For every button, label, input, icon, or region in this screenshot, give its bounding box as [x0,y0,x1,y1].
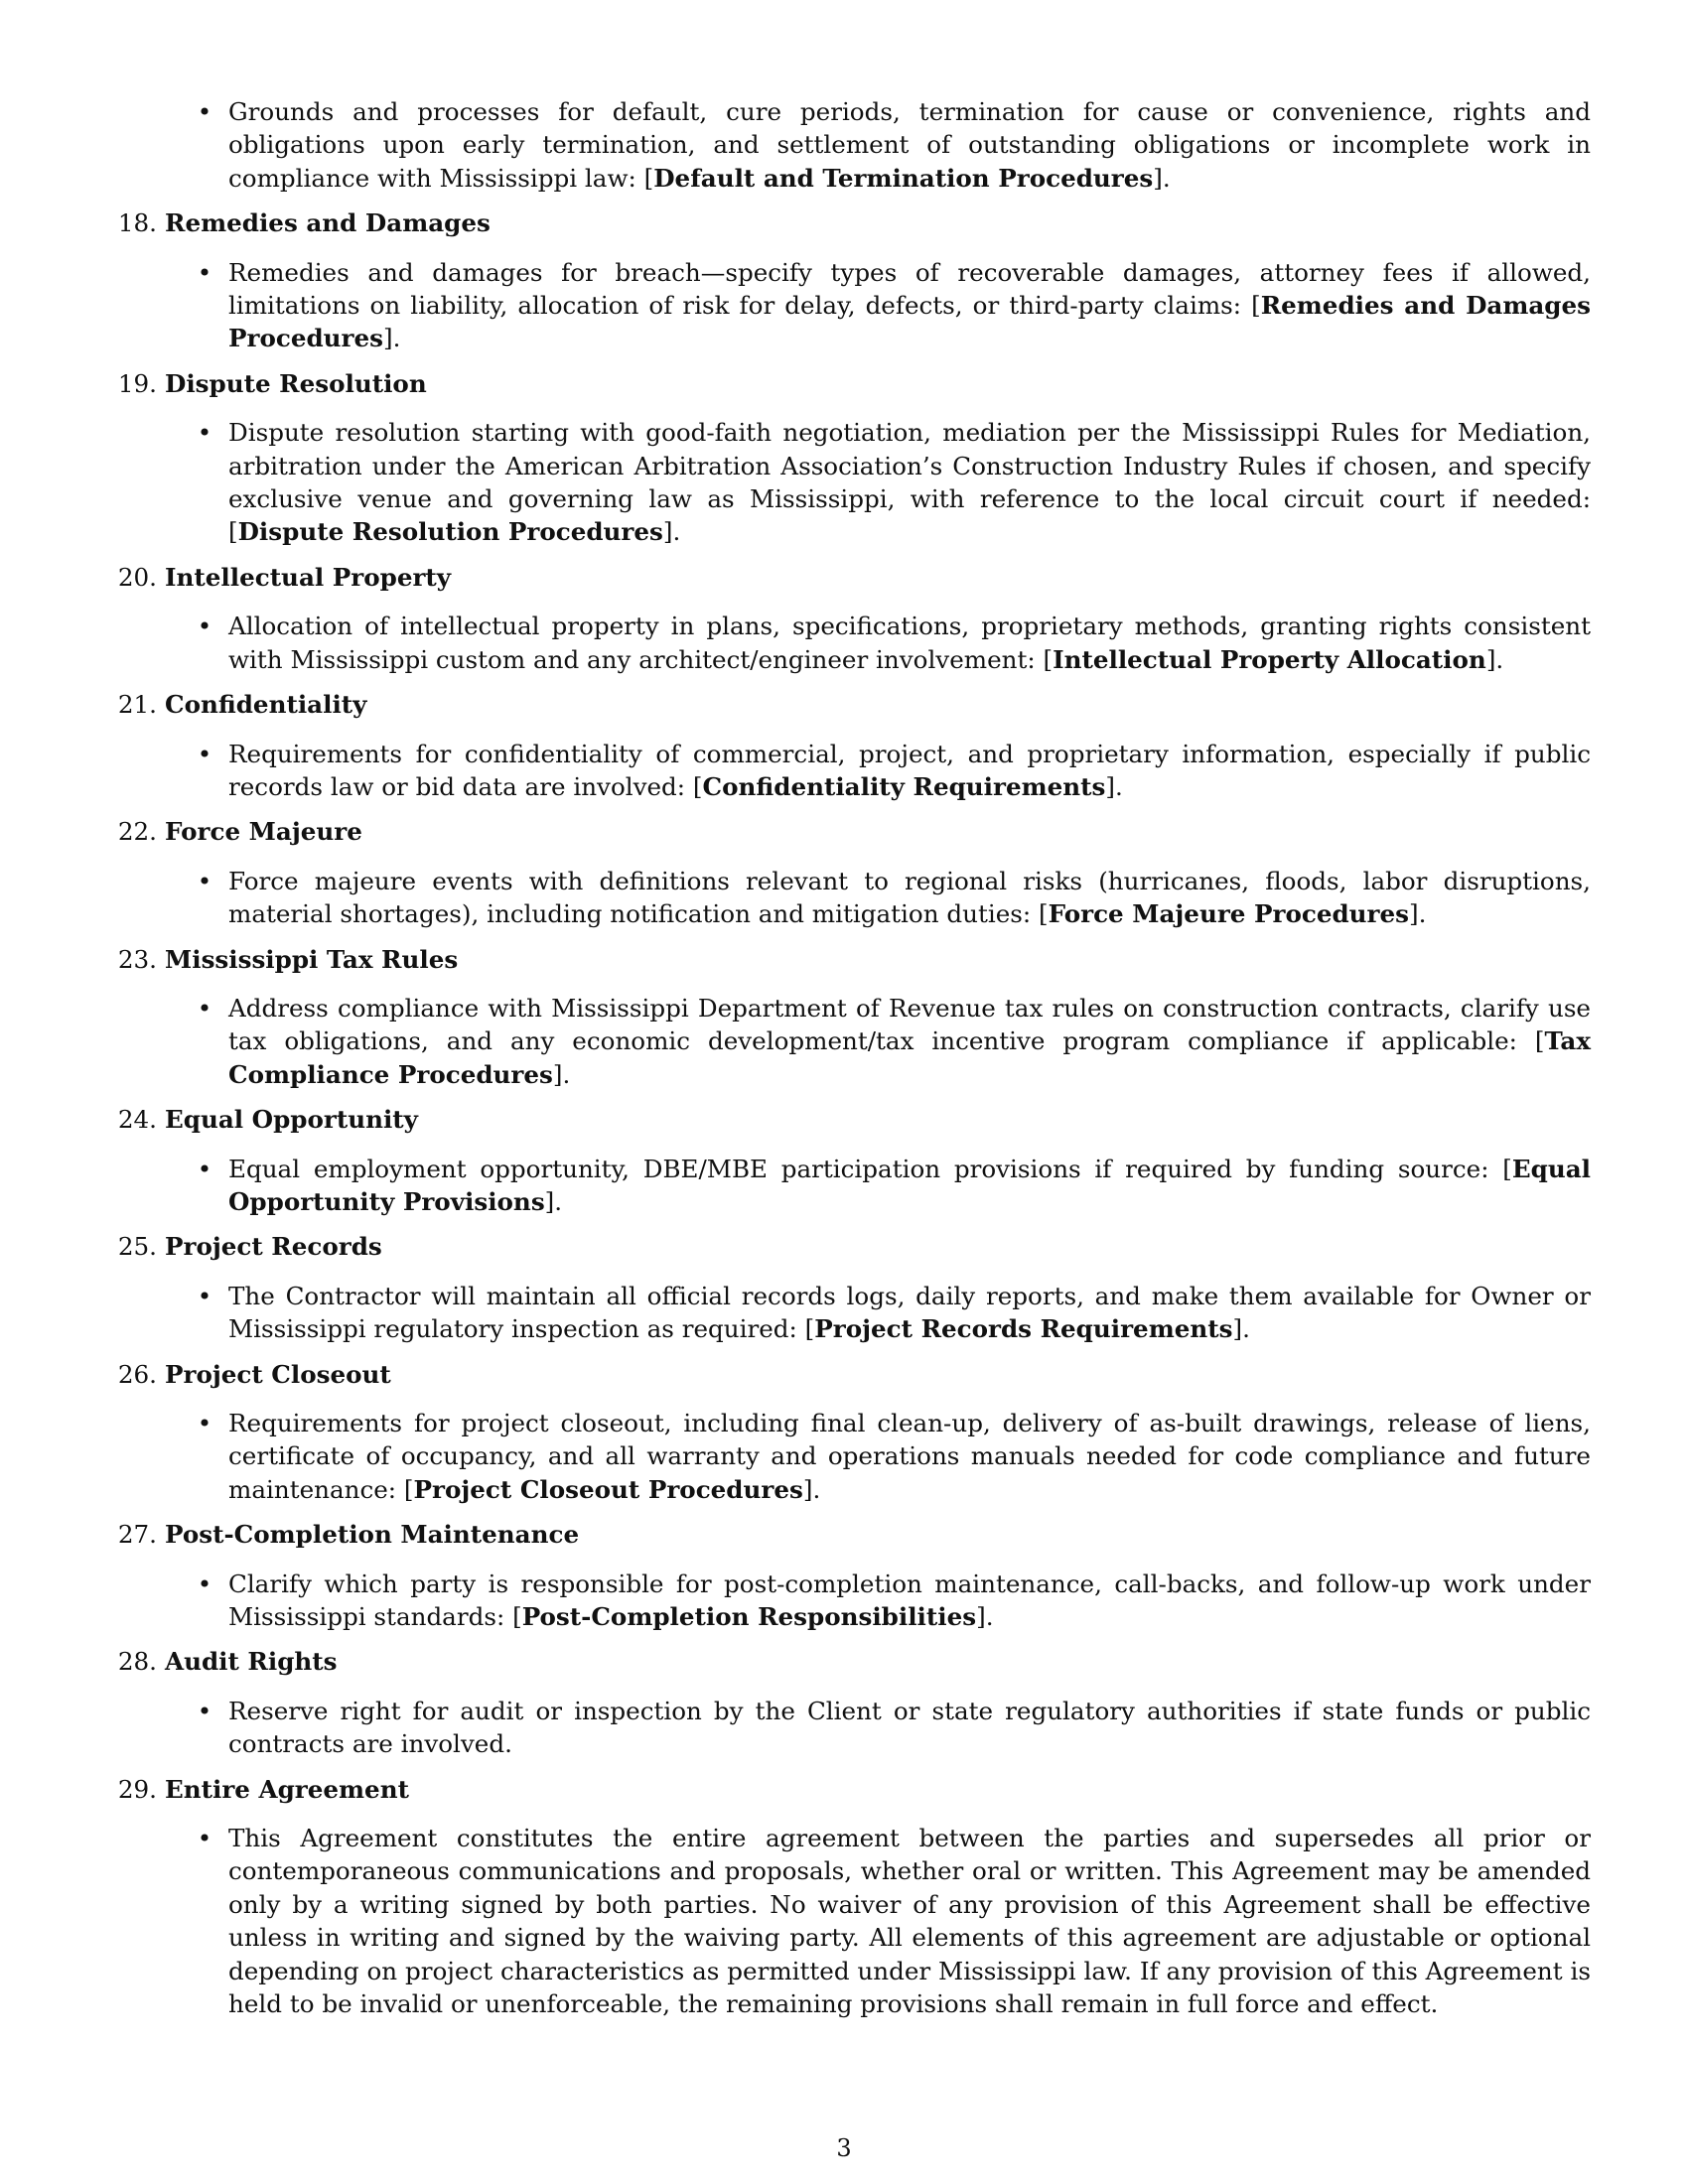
open-bracket: [ [1038,899,1049,929]
close-bracket: ] [1105,771,1115,801]
section-items [111,610,1591,676]
document-body [111,95,1591,2033]
bullet-text: Allocation of intellectual property in plans, specifications, proprietary methods, granting rights consistent with Mississippi custom and any architect/engineer involvement: [228,612,1591,674]
section-heading [111,206,1591,239]
bullet-item [111,95,1591,195]
bullet-icon: • [197,1409,212,1437]
section-items [111,1280,1591,1346]
placeholder-tag: Force Majeure Procedures [1048,899,1410,929]
section-number: 18. [117,208,157,238]
section-heading [111,1773,1591,1806]
placeholder-tag: Default and Termination Procedures [653,163,1154,193]
section [111,943,1591,1092]
open-bracket: [ [228,517,238,547]
section-title: Equal Opportunity [165,1105,418,1135]
bullet-text: Requirements for confidentiality of commercial, project, and proprietary information, especially if public records law or bid data are involved: [228,739,1591,801]
section-number: 27. [117,1520,157,1550]
placeholder-tag: Post-Completion Responsibilities [521,1602,977,1632]
section-items [111,256,1591,355]
bullet-icon: • [197,866,212,895]
section-items [111,992,1591,1091]
bullet-suffix: . [392,324,401,353]
bullet-icon: • [197,97,212,126]
placeholder-tag: Remedies and Damages Procedures [228,291,1591,353]
bullet-item [111,416,1591,549]
placeholder-tag: Equal Opportunity Provisions [228,1154,1591,1216]
section-title: Remedies and Damages [165,208,491,238]
section-items [111,1695,1591,1761]
close-bracket: ] [383,324,393,353]
section-heading [111,367,1591,400]
section-number: 28. [117,1647,157,1677]
section-heading [111,688,1591,721]
bullet-suffix: . [1418,899,1427,929]
bullet-text: Requirements for project closeout, including final clean-up, delivery of as-built drawings, release of liens, certificate of occupancy, and all warranty and operations manuals needed for code compliance and future maintenance: [228,1409,1591,1504]
bullet-icon: • [197,1696,212,1725]
section-heading [111,1103,1591,1136]
bullet-item [111,1280,1591,1346]
bullet-item [111,1695,1591,1761]
section-number: 24. [117,1105,157,1135]
bullet-item [111,738,1591,804]
bullet-icon: • [197,257,212,287]
section-heading [111,943,1591,976]
section-title: Mississippi Tax Rules [165,944,459,974]
bullet-icon: • [197,739,212,768]
bullet-icon: • [197,1569,212,1598]
section [111,688,1591,803]
bullet-suffix: . [672,517,681,547]
section-heading [111,1358,1591,1391]
section-heading [111,1518,1591,1551]
continued-section-list [111,95,1591,195]
section-title: Project Closeout [165,1359,391,1389]
section-number: 26. [117,1359,157,1389]
bullet-text: Remedies and damages for breach—specify types of recoverable damages, attorney fees if allowed, limitations on liability, allocation of risk for delay, defects, or third-party claims: [228,257,1591,321]
bullet-text: This Agreement constitutes the entire agreement between the parties and supersedes all prior or contemporaneous communications and proposals, whether oral or written. This Agreement may be amended only by a writing signed by both parties. No waiver of any provision of this Agreement shall be effective unless in writing and signed by the waiving party. All elements of this agreement are adjustable or optional depending on project characteristics as permitted under Mississippi law. If any provision of this Agreement is held to be invalid or unenforceable, the remaining provisions shall remain in full force and effect. [228,1824,1591,2019]
open-bracket: [ [1251,291,1261,321]
placeholder-tag: Project Records Requirements [814,1314,1233,1344]
bullet-text: Reserve right for audit or inspection by the Client or state regulatory authorities if state funds or public contracts are involved. [228,1696,1591,1759]
close-bracket: ] [976,1602,986,1632]
section [111,561,1591,676]
close-bracket: ] [1232,1314,1243,1344]
bullet-icon: • [197,993,212,1023]
section-items [111,416,1591,549]
bullet-text: Dispute resolution starting with good-faith negotiation, mediation per the Mississippi Rules for Mediation, arbitration under the American Arbitration Association’s Construction Industry Rules if chosen, and specify exclusive venue and governing law as Mississippi, with reference to the local circuit court if needed: [228,418,1591,514]
section-heading [111,561,1591,594]
section [111,1358,1591,1507]
section-number: 20. [117,562,157,592]
bullet-text: Force majeure events with definitions relevant to regional risks (hurricanes, floods, labor disruptions, material shortages), including notification and mitigation duties: [228,866,1591,929]
bullet-item [111,256,1591,355]
close-bracket: ] [544,1186,555,1216]
bullet-icon: • [197,418,212,448]
section-number: 21. [117,690,157,720]
section-title: Entire Agreement [165,1774,409,1804]
section-items [111,1153,1591,1219]
section-items [111,1568,1591,1634]
page-number: 3 [836,2134,852,2162]
bullet-text: The Contractor will maintain all official records logs, daily reports, and make them available for Owner or Mississippi regulatory inspection as required: [228,1281,1591,1344]
bullet-icon: • [197,1154,212,1183]
close-bracket: ] [1485,644,1496,674]
bullet-item [111,992,1591,1091]
close-bracket: ] [662,517,673,547]
bullet-suffix: . [1115,771,1123,801]
open-bracket: [ [1502,1154,1512,1183]
bullet-suffix: . [1162,163,1171,193]
bullet-suffix: . [812,1474,821,1504]
bullet-suffix: . [985,1602,994,1632]
open-bracket: [ [692,771,703,801]
bullet-text: Clarify which party is responsible for post-completion maintenance, call-backs, and follow-up work under Mississippi standards: [228,1569,1591,1632]
bullet-suffix: . [562,1059,571,1089]
numbered-section-list [111,206,1591,2020]
bullet-item [111,1407,1591,1506]
bullet-text: Equal employment opportunity, DBE/MBE participation provisions if required by funding source: [228,1154,1503,1183]
bullet-suffix: . [1495,644,1504,674]
bullet-item [111,1568,1591,1634]
section-heading [111,1645,1591,1678]
section-number: 19. [117,368,157,398]
placeholder-tag: Project Closeout Procedures [413,1474,803,1504]
section [111,1518,1591,1633]
section [111,1103,1591,1218]
placeholder-tag: Dispute Resolution Procedures [237,517,663,547]
section-items [111,1822,1591,2020]
section-title: Project Records [165,1232,382,1262]
bullet-icon: • [197,612,212,641]
bullet-item [111,1153,1591,1219]
section-title: Intellectual Property [165,562,452,592]
close-bracket: ] [802,1474,813,1504]
bullet-item [111,865,1591,931]
bullet-icon: • [197,1824,212,1853]
placeholder-tag: Intellectual Property Allocation [1053,644,1486,674]
section-title: Force Majeure [165,817,362,847]
bullet-suffix: . [554,1186,563,1216]
section-number: 22. [117,817,157,847]
bullet-icon: • [197,1281,212,1310]
placeholder-tag: Tax Compliance Procedures [228,1026,1591,1089]
close-bracket: ] [552,1059,563,1089]
section [111,1230,1591,1345]
close-bracket: ] [1153,163,1163,193]
open-bracket: [ [804,1314,815,1344]
section-title: Dispute Resolution [165,368,427,398]
bullet-suffix: . [1242,1314,1250,1344]
open-bracket: [ [403,1474,414,1504]
section-heading [111,815,1591,848]
section-title: Audit Rights [165,1647,338,1677]
section [111,367,1591,549]
section-title: Post-Completion Maintenance [165,1520,580,1550]
open-bracket: [ [643,163,654,193]
section-number: 25. [117,1232,157,1262]
placeholder-tag: Confidentiality Requirements [702,771,1106,801]
bullet-item [111,1822,1591,2020]
section [111,815,1591,930]
bullet-text: Grounds and processes for default, cure periods, termination for cause or convenience, rights and obligations upon early termination, and settlement of outstanding obligations or incomplete work in compliance with Mississippi law: [228,97,1591,193]
open-bracket: [ [512,1602,522,1632]
open-bracket: [ [1534,1026,1545,1056]
section-items [111,738,1591,804]
section-title: Confidentiality [165,690,367,720]
section-items [111,1407,1591,1506]
open-bracket: [ [1043,644,1054,674]
section [111,1645,1591,1760]
bullet-item [111,610,1591,676]
section [111,1773,1591,2021]
section-number: 29. [117,1774,157,1804]
section [111,206,1591,355]
section-items [111,865,1591,931]
section-number: 23. [117,944,157,974]
section-heading [111,1230,1591,1263]
bullet-text: Address compliance with Mississippi Department of Revenue tax rules on construction contracts, clarify use tax obligations, and any economic development/tax incentive program compliance if applicable: [228,993,1591,1056]
close-bracket: ] [1409,899,1419,929]
